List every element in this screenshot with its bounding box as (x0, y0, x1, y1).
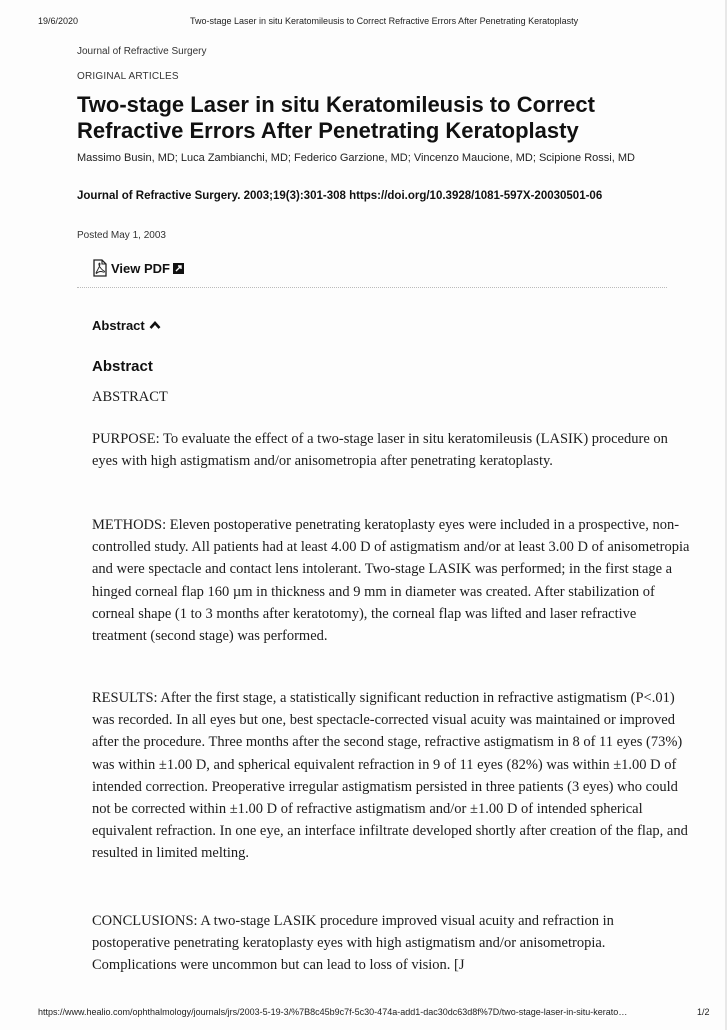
abstract-toggle[interactable] (92, 318, 161, 333)
print-page-title: Two-stage Laser in situ Keratomileusis to Correct Refractive Errors After Penetrating Keratoplasty (190, 16, 579, 26)
pdf-file-icon (92, 259, 108, 277)
journal-name[interactable]: Journal of Refractive Surgery (77, 46, 207, 57)
print-page-url: https://www.healio.com/ophthalmology/journals/jrs/2003-5-19-3/%7B8c45b9c7f-5c30-474a-add1-dac30dc63d8f%7D/two-stage-laser-in-situ-kerato… (38, 1007, 628, 1017)
abstract-results: RESULTS: After the first stage, a statistically significant reduction in refractive astigmatism (P<.01) was recorded. In all eyes but one, best spectacle-corrected visual acuity was maintained or improved after the procedure. Three months after the second stage, refractive astigmatism in 8 of 11 eyes (73%) was within ±1.00 D, and spherical equivalent refraction in 9 of 11 eyes (82%) was within ±1.00 D of intended correction. Preoperative irregular astigmatism persisted in three patients (3 eyes) who could not be corrected within ±1.00 D of refractive astigmatism and/or ±1.00 D of intended spherical equivalent refraction. In one eye, an interface infiltrate developed shortly after creation of the flap, and resulted in limited melting. (92, 690, 688, 862)
abstract-heading: Abstract (92, 358, 153, 375)
print-page-number: 1/2 (697, 1007, 710, 1017)
abstract-label: ABSTRACT (92, 389, 168, 405)
posted-date: Posted May 1, 2003 (77, 230, 166, 241)
divider (77, 287, 667, 288)
author-list[interactable]: Massimo Busin, MD; Luca Zambianchi, MD; Federico Garzione, MD; Vincenzo Maucione, MD; Scipione Rossi, MD (77, 152, 635, 164)
abstract-toggle-label[interactable]: Abstract (92, 318, 145, 333)
view-pdf-label[interactable]: View PDF (111, 260, 171, 276)
article-title: Two-stage Laser in situ Keratomileusis to Correct Refractive Errors After Penetrating Keratoplasty (77, 92, 595, 143)
abstract-purpose: PURPOSE: To evaluate the effect of a two-stage laser in situ keratomileusis (LASIK) procedure on eyes with high astigmatism and/or anisometropia after penetrating keratoplasty. (92, 431, 668, 470)
external-link-icon (173, 263, 184, 274)
abstract-conclusions: CONCLUSIONS: A two-stage LASIK procedure improved visual acuity and refraction in postoperative penetrating keratoplasty eyes with high astigmatism and/or anisometropia. Complications were uncommon but can lead to loss of vision. [J (92, 913, 614, 974)
print-date: 19/6/2020 (38, 16, 79, 26)
abstract-methods: METHODS: Eleven postoperative penetrating keratoplasty eyes were included in a prospective, non-controlled study. All patients had at least 4.00 D of astigmatism and/or at least 3.00 D of anisometropia and were spectacle and contact lens intolerant. Two-stage LASIK was performed; in the first stage a hinged corneal flap 160 µm in thickness and 9 mm in diameter was created. After stabilization of corneal shape (1 to 3 months after keratotomy), the corneal flap was lifted and laser refractive treatment (second stage) was performed. (92, 517, 690, 645)
citation: Journal of Refractive Surgery. 2003;19(3):301-308 https://doi.org/10.3928/1081-597X-20030501-06 (77, 190, 603, 202)
chevron-up-icon[interactable] (149, 318, 161, 333)
view-pdf-button[interactable] (92, 259, 184, 277)
section-label: ORIGINAL ARTICLES (77, 71, 179, 82)
